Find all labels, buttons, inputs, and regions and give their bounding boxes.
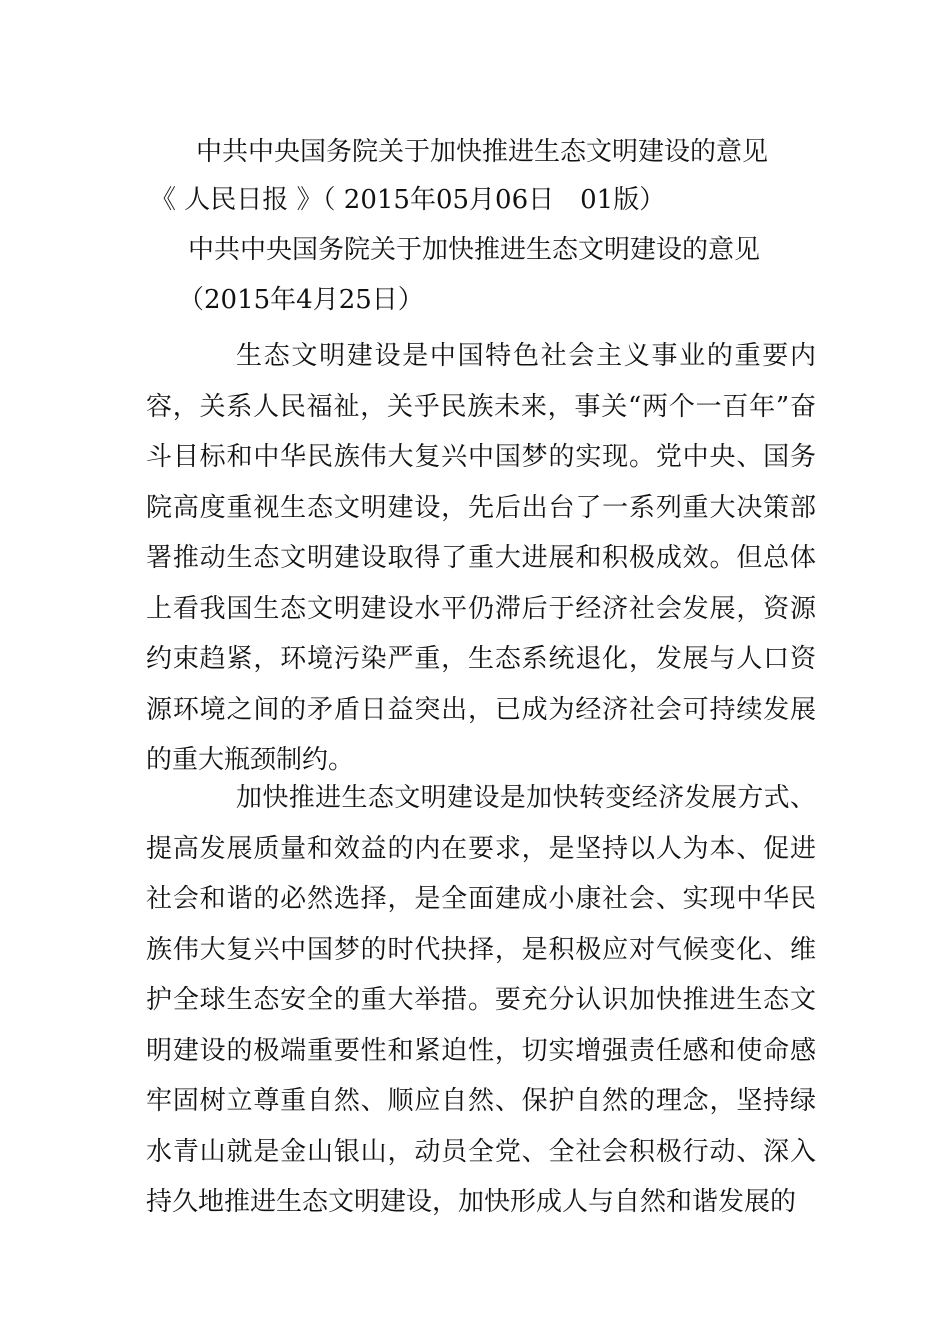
body-paragraph: 生态文明建设是中国特色社会主义事业的重要内容，关系人民福祉，关乎民族未来，事关“两个一百年”奋斗目标和中华民族伟大复兴中国梦的实现。党中央、国务院高度重视生态文明建设，先后出台了一系列重大决策部署推动生态文明建设取得了重大进展和积极成效。但总体上看我国生态文明建设水平仍滞后于经济社会发展，资源约束趋紧，环境污染严重，生态系统退化，发展与人口资源环境之间的矛盾日益突出，已成为经济社会可持续发展的重大瓶颈制约。 (146, 341, 816, 775)
document-subtitle: 中共中央国务院关于加快推进生态文明建设的意见 (188, 235, 761, 265)
source-line: 《 人民日报 》（ 2015年05月06日 01版） (150, 185, 666, 215)
document-title: 中共中央国务院关于加快推进生态文明建设的意见 (196, 137, 769, 167)
body-paragraph: 加快推进生态文明建设是加快转变经济发展方式、提高发展质量和效益的内在要求，是坚持以人为本、促进社会和谐的必然选择，是全面建成小康社会、实现中华民族伟大复兴中国梦的时代抉择，是积极应对气候变化、维护全球生态安全的重大举措。要充分认识加快推进生态文明建设的极端重要性和紧迫性，切实增强责任感和使命感牢固树立尊重自然、顺应自然、保护自然的理念，坚持绿水青山就是金山银山，动员全党、全社会积极行动、深入持久地推进生态文明建设，加快形成人与自然和谐发展的 (146, 783, 816, 1217)
date-line: （2015年4月25日） (178, 285, 424, 315)
